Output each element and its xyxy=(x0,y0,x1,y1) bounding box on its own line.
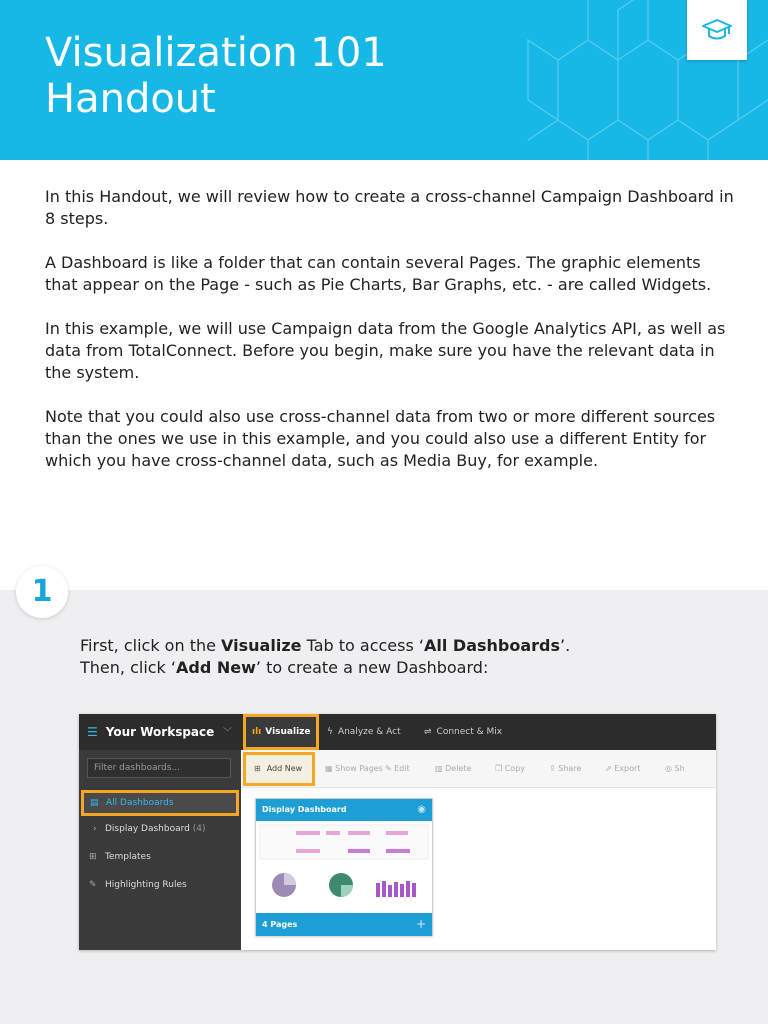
item-count: (4) xyxy=(192,824,206,834)
intro-paragraph: A Dashboard is like a folder that can contain several Pages. The graphic elements that appear on the Page - such as Pie Charts, Bar Graphs, etc. - are called Widgets. xyxy=(45,253,712,294)
chevron-down-icon[interactable]: ﹀ xyxy=(223,728,233,738)
chevron-right-icon: › xyxy=(93,824,97,834)
text-run: Tab to access ‘ xyxy=(301,636,424,655)
workspace-title[interactable] xyxy=(87,725,214,739)
tab-label: Analyze & Act xyxy=(337,727,401,737)
step-line-1 xyxy=(80,635,740,657)
title-line-2: Handout xyxy=(45,76,216,122)
intro-paragraph: Note that you could also use cross-channel data from two or more different sources than the ones we use in this example, and you could also use a different Entity for which you have cross-channel data, such as Media Buy, for example. xyxy=(45,407,716,470)
card-thumbnail xyxy=(256,821,432,913)
template-icon: ⊞ xyxy=(89,852,97,862)
menu-icon[interactable]: ☰ xyxy=(87,725,98,739)
sidebar-item-templates[interactable] xyxy=(79,846,241,868)
header-banner xyxy=(0,0,768,160)
export-button[interactable]: ⇗ Export xyxy=(605,764,641,773)
card-header xyxy=(256,799,432,821)
text-run: ’. xyxy=(560,636,571,655)
sidebar-item-highlighting-rules[interactable] xyxy=(79,874,241,896)
tab-label: Connect & Mix xyxy=(436,727,503,737)
show-pages-button[interactable]: ▦ Show Pages xyxy=(325,764,383,773)
card-footer xyxy=(256,913,432,936)
sidebar-item-all-dashboards[interactable] xyxy=(81,790,239,816)
bold-text-run: Visualize xyxy=(221,636,302,655)
button-label: Sh xyxy=(674,764,685,773)
page-count: 4 Pages xyxy=(262,920,298,929)
list-icon: ▤ xyxy=(90,798,99,808)
app-top-bar xyxy=(79,714,716,750)
button-label: Edit xyxy=(394,764,410,773)
connect-icon: ⇌ xyxy=(424,727,432,737)
tab-label: Visualize xyxy=(265,727,311,737)
add-new-button[interactable] xyxy=(243,752,315,786)
sidebar-item-display-dashboard[interactable] xyxy=(79,818,241,840)
add-page-icon[interactable]: + xyxy=(415,917,426,931)
text-run: ’ to create a new Dashboard: xyxy=(255,658,489,677)
badge xyxy=(687,0,747,60)
eye-icon[interactable]: ◉ xyxy=(417,804,426,815)
add-icon: ⊞ xyxy=(254,764,261,773)
bar-chart-icon: ılı xyxy=(252,727,262,737)
step-number: 1 xyxy=(16,566,68,618)
sidebar-item-label: Templates xyxy=(105,852,151,862)
button-label: Add New xyxy=(266,764,303,773)
card-title: Display Dashboard xyxy=(262,805,347,814)
button-label: Show Pages xyxy=(335,764,383,773)
delete-button[interactable]: ▥ Delete xyxy=(435,764,472,773)
button-label: Share xyxy=(558,764,582,773)
show-button[interactable]: ◎ Sh xyxy=(665,764,685,773)
page-title xyxy=(45,30,387,122)
sidebar-item-label: Highlighting Rules xyxy=(105,880,187,890)
tab-connect-mix[interactable] xyxy=(424,714,502,750)
bold-text-run: All Dashboards xyxy=(423,636,561,655)
step-instructions xyxy=(80,635,740,679)
workspace-label: Your Workspace xyxy=(105,725,215,739)
bold-text-run: Add New xyxy=(176,658,256,677)
tab-visualize[interactable] xyxy=(243,714,319,750)
toolbar xyxy=(241,750,716,788)
lightning-icon: ϟ xyxy=(327,727,333,737)
button-label: Export xyxy=(614,764,641,773)
sidebar-item-label: Display Dashboard xyxy=(105,824,190,834)
edit-button[interactable]: ✎ Edit xyxy=(385,764,410,773)
button-label: Copy xyxy=(504,764,526,773)
intro-text xyxy=(45,186,735,494)
text-run: First, click on the xyxy=(80,636,222,655)
tab-analyze-act[interactable] xyxy=(327,714,401,750)
step-line-2 xyxy=(80,657,740,679)
share-button[interactable]: ⇪ Share xyxy=(549,764,582,773)
intro-paragraph: In this example, we will use Campaign data from the Google Analytics API, as well as data from TotalConnect. Before you begin, make sure you have the relevant data in the system. xyxy=(45,319,726,382)
title-line-1: Visualization 101 xyxy=(45,30,387,76)
button-label: Delete xyxy=(445,764,472,773)
highlighter-icon: ✎ xyxy=(89,880,97,890)
filter-dashboards-input[interactable]: Filter dashboards... xyxy=(87,758,231,778)
text-run: Then, click ‘ xyxy=(80,658,176,677)
app-screenshot xyxy=(79,714,716,950)
sidebar xyxy=(79,750,241,950)
dashboard-card[interactable] xyxy=(255,798,433,936)
sidebar-item-label: All Dashboards xyxy=(106,798,174,808)
dashboard-preview-graphic xyxy=(256,821,432,913)
intro-paragraph: In this Handout, we will review how to create a cross-channel Campaign Dashboard in 8 steps. xyxy=(45,187,734,228)
graduation-cap-icon xyxy=(701,14,733,46)
copy-button[interactable]: ❐ Copy xyxy=(495,764,526,773)
